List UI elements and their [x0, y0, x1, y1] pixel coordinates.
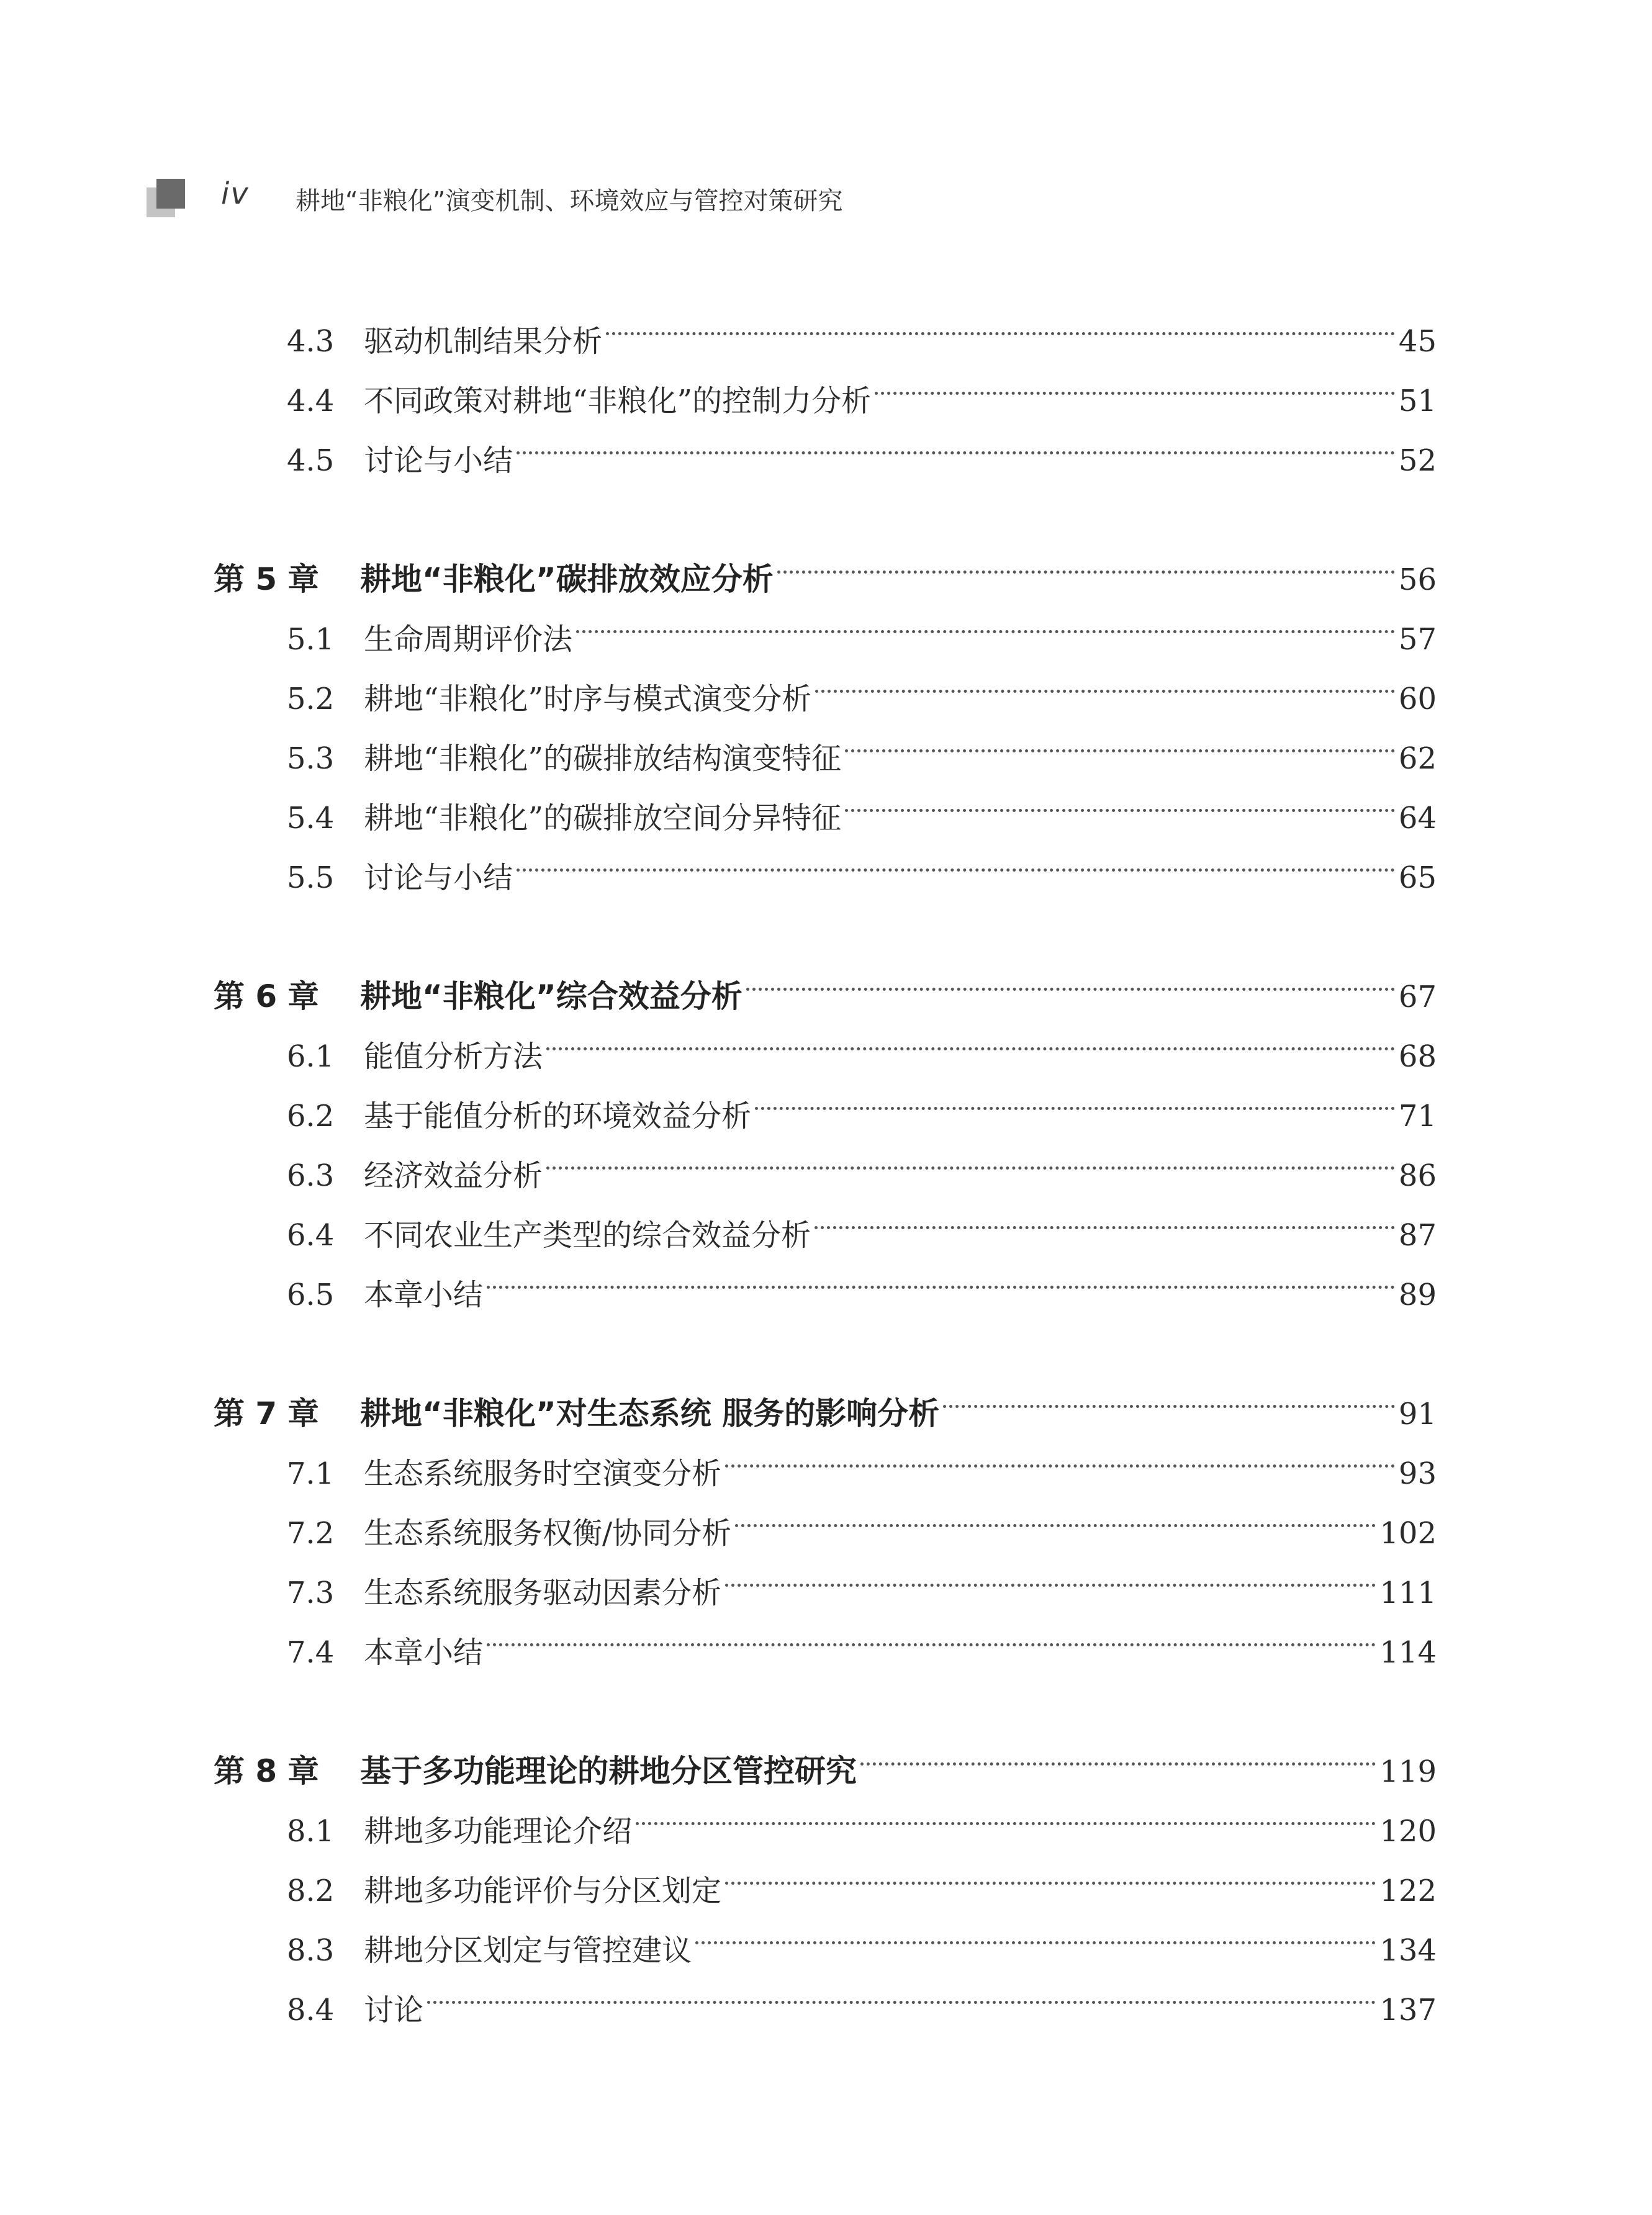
- header-square-ornament-icon: [147, 179, 185, 219]
- section-page-number: 68: [1398, 1039, 1437, 1074]
- section-page-number: 89: [1398, 1278, 1437, 1312]
- section-number: 6.5: [287, 1278, 335, 1312]
- section-title: 耕地分区划定与管控建议: [364, 1933, 692, 1968]
- dot-leader: [845, 769, 1395, 828]
- dot-leader: [815, 1186, 1395, 1245]
- toc-block-chapter-7: [214, 1365, 1437, 1670]
- section-page-number: 86: [1398, 1158, 1437, 1193]
- section-page-number: 93: [1398, 1456, 1437, 1491]
- running-header: [147, 173, 1202, 228]
- toc-block-chapter-5: [214, 530, 1437, 895]
- section-number: 7.3: [287, 1576, 335, 1610]
- section-number: 7.2: [287, 1516, 335, 1551]
- section-page-number: 57: [1398, 622, 1437, 657]
- section-page-number: 114: [1379, 1635, 1437, 1670]
- section-title: 生命周期评价法: [364, 622, 573, 657]
- section-title: 讨论: [364, 1993, 424, 2028]
- dot-leader: [875, 351, 1395, 411]
- section-page-number: 122: [1379, 1874, 1437, 1908]
- dot-leader: [746, 947, 1395, 1007]
- section-number: 4.5: [287, 443, 335, 478]
- chapter-number: 第 7 章: [214, 1396, 319, 1432]
- section-number: 8.1: [287, 1814, 335, 1849]
- section-page-number: 87: [1398, 1218, 1437, 1253]
- section-number: 5.5: [287, 860, 335, 895]
- section-number: 6.3: [287, 1158, 335, 1193]
- section-title: 耕地“非粮化”的碳排放空间分异特征: [364, 801, 842, 836]
- dot-leader: [725, 1841, 1376, 1901]
- table-of-contents: [214, 292, 1437, 2080]
- section-page-number: 62: [1398, 741, 1437, 776]
- dot-leader: [735, 1484, 1376, 1543]
- chapter-title: 耕地“非粮化”碳排放效应分析: [360, 561, 774, 597]
- section-title: 经济效益分析: [364, 1158, 543, 1193]
- section-title: 耕地“非粮化”的碳排放结构演变特征: [364, 741, 842, 776]
- chapter-page-number: 119: [1379, 1754, 1437, 1789]
- section-title: 能值分析方法: [364, 1039, 543, 1074]
- section-number: 5.2: [287, 682, 335, 716]
- section-title: 讨论与小结: [364, 443, 513, 478]
- section-title: 基于能值分析的环境效益分析: [364, 1099, 752, 1134]
- dot-leader: [845, 709, 1395, 769]
- dot-leader: [636, 1782, 1376, 1841]
- section-title: 讨论与小结: [364, 860, 513, 895]
- dot-leader: [517, 411, 1395, 471]
- dot-leader: [725, 1543, 1376, 1603]
- dot-leader: [777, 530, 1395, 590]
- section-number: 5.4: [287, 801, 335, 836]
- toc-block-chapter-8: [214, 1722, 1437, 2028]
- dot-leader: [487, 1603, 1376, 1662]
- section-number: 4.3: [287, 324, 335, 359]
- toc-entry-4-3[interactable]: [214, 292, 1437, 359]
- dot-leader: [725, 1424, 1395, 1484]
- section-page-number: 60: [1398, 682, 1437, 716]
- section-number: 6.1: [287, 1039, 335, 1074]
- section-title: 耕地多功能评价与分区划定: [364, 1874, 722, 1908]
- dot-leader: [427, 1960, 1376, 2020]
- section-page-number: 71: [1398, 1099, 1437, 1134]
- chapter-number: 第 6 章: [214, 978, 319, 1014]
- section-title: 不同政策对耕地“非粮化”的控制力分析: [364, 384, 872, 418]
- dot-leader: [695, 1901, 1376, 1960]
- section-number: 5.1: [287, 622, 335, 657]
- dot-leader: [860, 1722, 1376, 1782]
- dot-leader: [815, 649, 1395, 709]
- section-title: 本章小结: [364, 1278, 484, 1312]
- toc-chapter-8[interactable]: [214, 1722, 1437, 1789]
- section-page-number: 51: [1398, 384, 1437, 418]
- section-title: 不同农业生产类型的综合效益分析: [364, 1218, 811, 1253]
- section-title: 生态系统服务权衡/协同分析: [364, 1516, 732, 1551]
- section-page-number: 120: [1379, 1814, 1437, 1849]
- section-number: 7.1: [287, 1456, 335, 1491]
- chapter-page-number: 56: [1398, 562, 1437, 597]
- section-page-number: 137: [1379, 1993, 1437, 2028]
- toc-block-chapter-4-cont: [214, 292, 1437, 478]
- section-number: 4.4: [287, 384, 335, 418]
- chapter-title: 耕地“非粮化”综合效益分析: [360, 978, 742, 1014]
- ornament-front-square: [156, 179, 185, 209]
- section-title: 本章小结: [364, 1635, 484, 1670]
- section-number: 6.4: [287, 1218, 335, 1253]
- section-page-number: 64: [1398, 801, 1437, 836]
- section-number: 5.3: [287, 741, 335, 776]
- section-title: 耕地多功能理论介绍: [364, 1814, 633, 1849]
- toc-chapter-6[interactable]: [214, 947, 1437, 1014]
- section-number: 8.4: [287, 1993, 335, 2028]
- section-title: 生态系统服务时空演变分析: [364, 1456, 722, 1491]
- page-number: iv: [221, 176, 250, 211]
- toc-chapter-7[interactable]: [214, 1365, 1437, 1432]
- section-title: 耕地“非粮化”时序与模式演变分析: [364, 682, 812, 716]
- section-page-number: 134: [1379, 1933, 1437, 1968]
- section-number: 6.2: [287, 1099, 335, 1134]
- dot-leader: [755, 1067, 1395, 1126]
- chapter-page-number: 91: [1398, 1397, 1437, 1432]
- section-number: 8.3: [287, 1933, 335, 1968]
- dot-leader: [487, 1245, 1395, 1305]
- section-page-number: 65: [1398, 860, 1437, 895]
- chapter-title: 耕地“非粮化”对生态系统 服务的影响分析: [360, 1396, 940, 1432]
- toc-chapter-5[interactable]: [214, 530, 1437, 597]
- section-page-number: 111: [1379, 1576, 1437, 1610]
- chapter-title: 基于多功能理论的耕地分区管控研究: [360, 1753, 857, 1789]
- section-number: 8.2: [287, 1874, 335, 1908]
- section-number: 7.4: [287, 1635, 335, 1670]
- dot-leader: [546, 1007, 1395, 1067]
- dot-leader: [517, 828, 1395, 888]
- dot-leader: [546, 1126, 1395, 1186]
- section-title: 驱动机制结果分析: [364, 324, 603, 359]
- section-title: 生态系统服务驱动因素分析: [364, 1576, 722, 1610]
- section-page-number: 102: [1379, 1516, 1437, 1551]
- toc-block-chapter-6: [214, 947, 1437, 1312]
- section-page-number: 52: [1398, 443, 1437, 478]
- section-page-number: 45: [1398, 324, 1437, 359]
- dot-leader: [943, 1365, 1395, 1424]
- chapter-number: 第 8 章: [214, 1753, 319, 1789]
- dot-leader: [606, 292, 1395, 351]
- chapter-page-number: 67: [1398, 980, 1437, 1014]
- book-title: 耕地“非粮化”演变机制、环境效应与管控对策研究: [296, 187, 843, 215]
- dot-leader: [576, 590, 1395, 649]
- chapter-number: 第 5 章: [214, 561, 319, 597]
